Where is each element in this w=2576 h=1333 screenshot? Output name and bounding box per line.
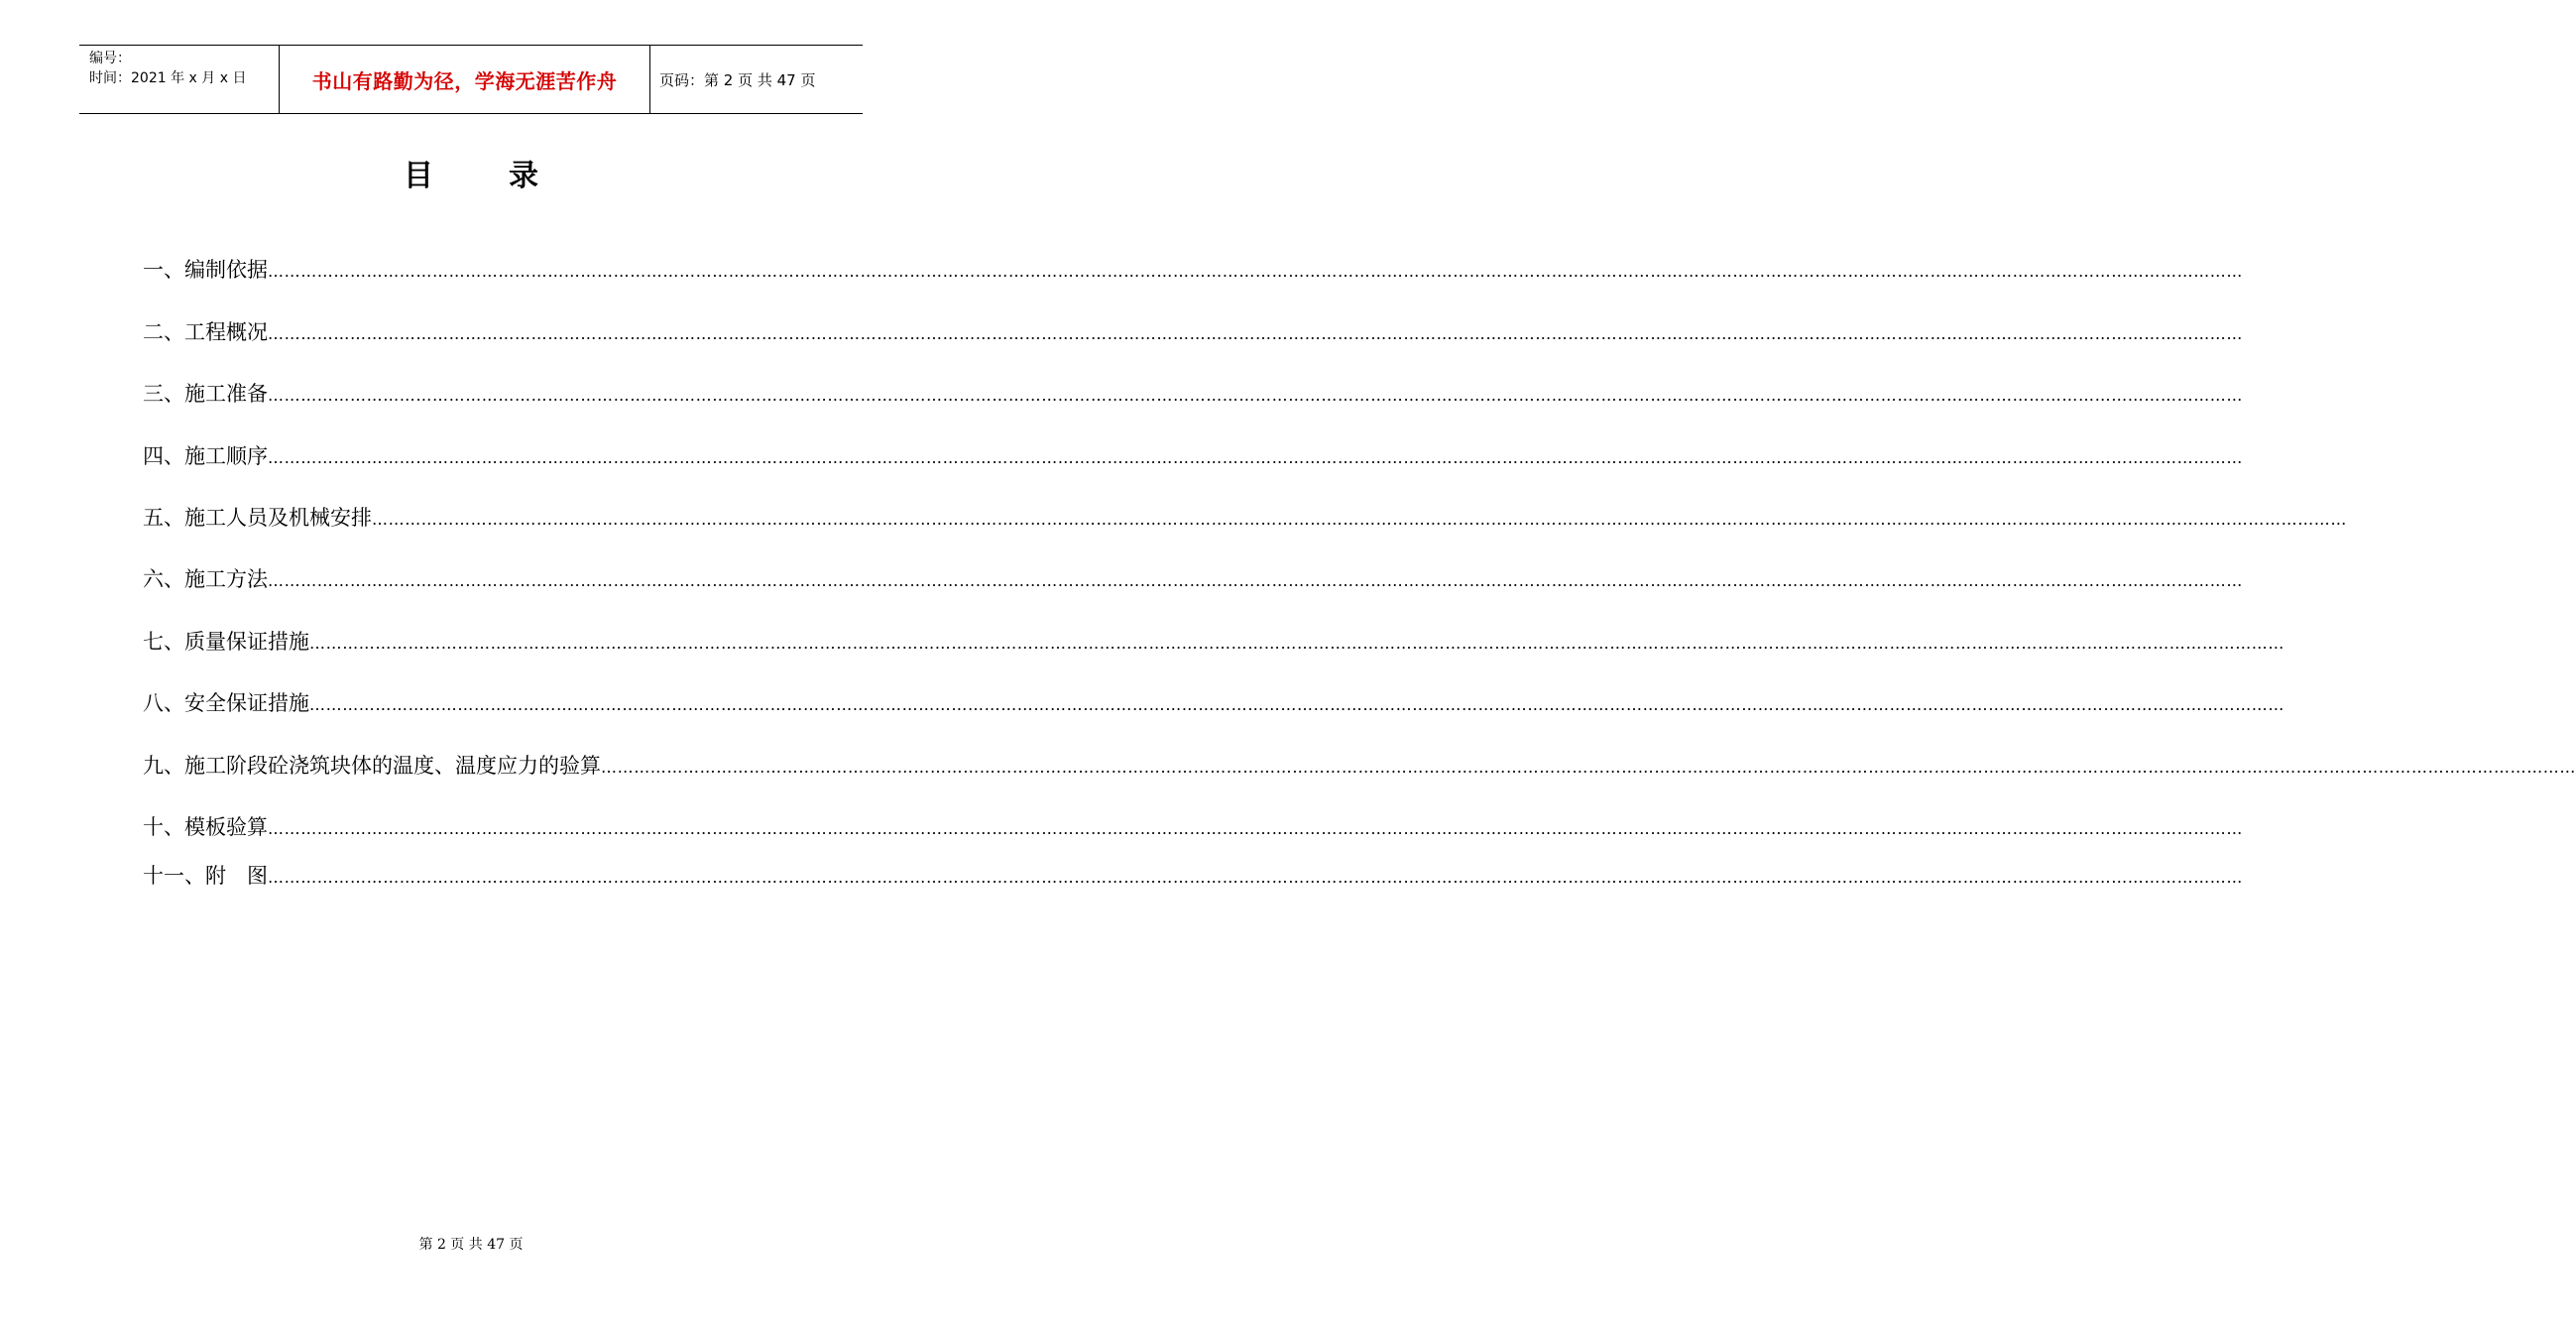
- toc-entry[interactable]: [143, 317, 2243, 347]
- toc-entry[interactable]: [143, 627, 2284, 657]
- toc-entry-label: 九、施工阶段砼浇筑块体的温度、温度应力的验算: [143, 754, 601, 778]
- toc-dot-leader: ………………………………………………………………………………………………………………………………………………………………………………………………………………………………………………………………………………………………………………………………: [268, 386, 2243, 405]
- toc-dot-leader: ………………………………………………………………………………………………………………………………………………………………………………………………………………………………………………………………………………………………………………………………: [268, 262, 2243, 281]
- toc-dot-leader: ………………………………………………………………………………………………………………………………………………………………………………………………………………………………………………………………………………………………………………………………: [268, 571, 2243, 590]
- toc-dot-leader: ………………………………………………………………………………………………………………………………………………………………………………………………………………………………………………………………………………………………………………………………: [268, 868, 2243, 887]
- toc-entry-label: 一、编制依据: [143, 258, 268, 282]
- toc-entry-label: 十、模板验算: [143, 815, 268, 839]
- toc-entry[interactable]: [143, 441, 2243, 471]
- toc-entry-label: 七、质量保证措施: [143, 630, 309, 654]
- toc-dot-leader: ………………………………………………………………………………………………………………………………………………………………………………………………………………………………………………………………………………………………………………………………: [601, 758, 2576, 777]
- toc-dot-leader: ………………………………………………………………………………………………………………………………………………………………………………………………………………………………………………………………………………………………………………………………: [268, 819, 2243, 838]
- header-motto: 书山有路勤为径，学海无涯苦作舟: [311, 68, 618, 93]
- toc-entry[interactable]: [143, 379, 2243, 409]
- toc-entry[interactable]: [143, 751, 2576, 781]
- toc-dot-leader: ………………………………………………………………………………………………………………………………………………………………………………………………………………………………………………………………………………………………………………………………: [309, 695, 2284, 714]
- header-meta: [89, 49, 278, 88]
- toc-entry[interactable]: [143, 255, 2243, 285]
- page-header: [79, 45, 863, 114]
- toc-entry-label: 五、施工人员及机械安排: [143, 506, 372, 530]
- toc-dot-leader: ………………………………………………………………………………………………………………………………………………………………………………………………………………………………………………………………………………………………………………………………: [309, 634, 2284, 653]
- toc-entry[interactable]: [143, 688, 2284, 718]
- toc-entry-label: 三、施工准备: [143, 382, 268, 406]
- toc-entry[interactable]: [143, 861, 2243, 891]
- header-page-info: 页码：第 2 页 共 47 页: [659, 70, 816, 89]
- toc-entry[interactable]: [143, 812, 2243, 842]
- header-divider: [649, 46, 650, 113]
- toc-dot-leader: ………………………………………………………………………………………………………………………………………………………………………………………………………………………………………………………………………………………………………………………………: [268, 448, 2243, 467]
- page-footer: 第 2 页 共 47 页: [418, 1237, 524, 1253]
- toc-entry-label: 二、工程概况: [143, 320, 268, 344]
- document-number-label: 编号：: [89, 51, 131, 66]
- toc-entry[interactable]: [143, 564, 2243, 594]
- toc-entry[interactable]: [143, 503, 2347, 533]
- toc-dot-leader: ………………………………………………………………………………………………………………………………………………………………………………………………………………………………………………………………………………………………………………………………: [372, 510, 2347, 529]
- toc-dot-leader: ………………………………………………………………………………………………………………………………………………………………………………………………………………………………………………………………………………………………………………………………: [268, 324, 2243, 343]
- toc-entry-label: 六、施工方法: [143, 567, 268, 591]
- document-date: 时间：2021 年 x 月 x 日: [89, 70, 247, 86]
- toc-entry-label: 十一、附 图: [143, 864, 268, 888]
- toc-entry-label: 四、施工顺序: [143, 444, 268, 468]
- page-title: 目录: [404, 159, 614, 193]
- toc-entry-label: 八、安全保证措施: [143, 691, 309, 715]
